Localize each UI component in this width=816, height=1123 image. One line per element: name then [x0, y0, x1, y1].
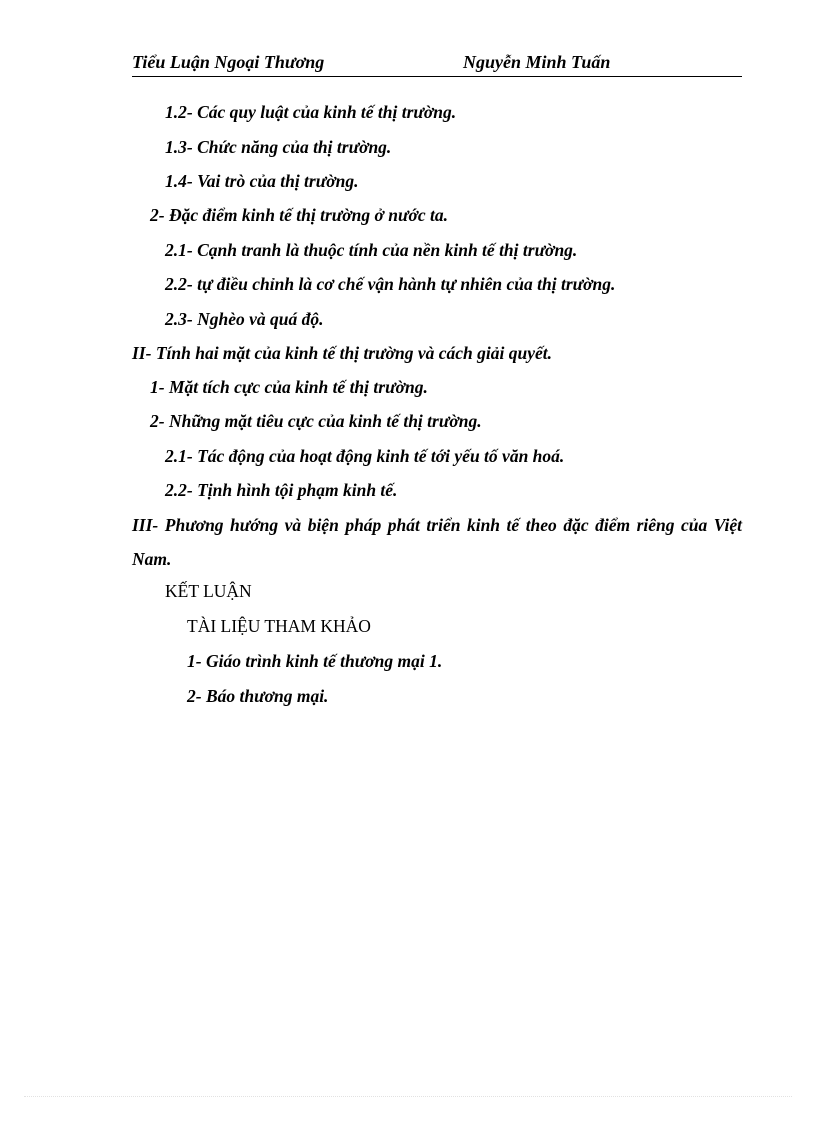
outline-item-2-1: 2.1- Cạnh tranh là thuộc tính của nền kinh tế thị trường. [165, 240, 578, 260]
outline-item-2: 2- Đặc điểm kinh tế thị trường ở nước ta. [150, 205, 449, 225]
header-author: Nguyễn Minh Tuấn [463, 52, 611, 72]
outline-item-ii-2-2: 2.2- Tịnh hình tội phạm kinh tế. [165, 480, 398, 500]
outline-item-2-3: 2.3- Nghèo và quá độ. [165, 309, 324, 329]
reference-item-1: 1- Giáo trình kinh tế thương mại 1. [187, 651, 443, 671]
outline-item-ii-1: 1- Mặt tích cực của kinh tế thị trường. [150, 377, 428, 397]
outline-section-ii: II- Tính hai mặt của kinh tế thị trường và cách giải quyết. [132, 343, 552, 363]
outline-section-iii: III- Phương hướng và biện pháp phát triển kinh tế theo đặc điểm riêng của Việt Nam. [132, 515, 742, 569]
page-header [132, 52, 742, 77]
outline-item-1-4: 1.4- Vai trò của thị trường. [165, 171, 359, 191]
header-title: Tiểu Luận Ngoại Thương [132, 52, 325, 72]
page-bottom-divider [24, 1096, 792, 1097]
references-heading: TÀI LIỆU THAM KHẢO [187, 616, 371, 636]
reference-item-2: 2- Báo thương mại. [187, 686, 329, 706]
outline-item-ii-2-1: 2.1- Tác động của hoạt động kinh tế tới yếu tố văn hoá. [165, 446, 565, 466]
outline-item-1-2: 1.2- Các quy luật của kinh tế thị trường. [165, 102, 457, 122]
outline-item-ii-2: 2- Những mặt tiêu cực của kinh tế thị trường. [150, 411, 482, 431]
outline-item-1-3: 1.3- Chức năng của thị trường. [165, 137, 392, 157]
outline-item-2-2: 2.2- tự điều chỉnh là cơ chế vận hành tự nhiên của thị trường. [165, 274, 616, 294]
conclusion-heading: KẾT LUẬN [165, 581, 252, 601]
